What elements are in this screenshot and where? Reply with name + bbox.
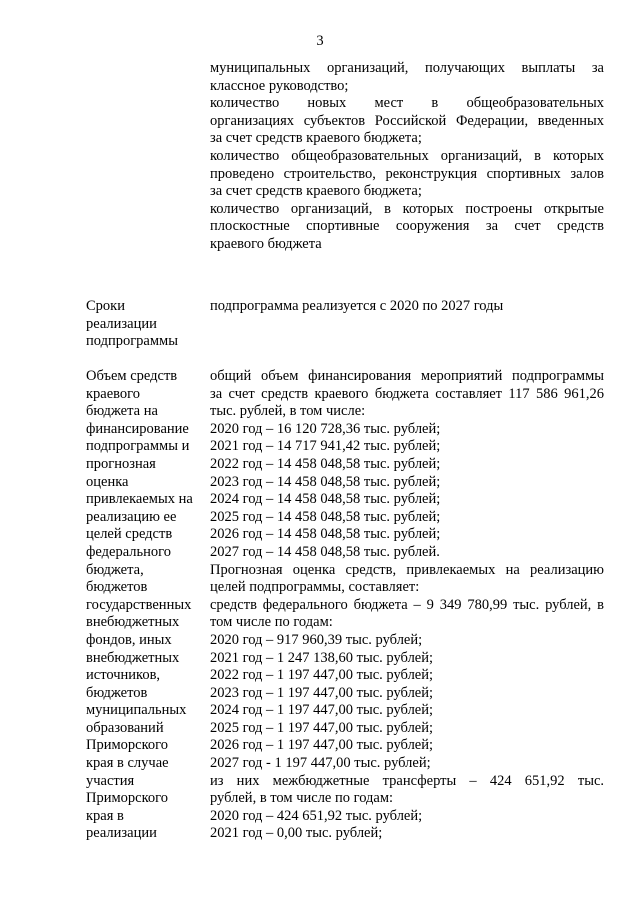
funding-label-line: бюджетов (86, 684, 148, 701)
funding-label-line: бюджетов (86, 579, 148, 596)
funding-value-line: 2024 год – 1 197 447,00 тыс. рублей; (210, 702, 434, 719)
funding-value-line: 2026 год – 1 197 447,00 тыс. рублей; (210, 737, 434, 754)
terms-label (86, 298, 202, 351)
intro-line: количество новых мест в общеобразовательных (210, 95, 604, 112)
funding-label-line: участия (86, 772, 135, 789)
funding-value-line: 2025 год – 1 197 447,00 тыс. рублей; (210, 719, 434, 736)
funding-label-line: муниципальных (86, 702, 187, 719)
intro-line: краевого бюджета (210, 235, 322, 252)
funding-label-line: прогнозная (86, 455, 156, 472)
intro-block (210, 60, 604, 254)
funding-value-line: тыс. рублей, в том числе: (210, 403, 366, 420)
intro-line: количество организаций, в которых построены открытые (210, 200, 604, 217)
funding-label-line: целей средств (86, 526, 173, 543)
funding-value-line: 2020 год – 917 960,39 тыс. рублей; (210, 631, 423, 648)
funding-value-line: том числе по годам: (210, 614, 333, 631)
funding-value (210, 368, 604, 843)
terms-label-line: Сроки (86, 298, 125, 314)
funding-label-line: краевого (86, 385, 140, 402)
funding-value-line: 2022 год – 14 458 048,58 тыс. рублей; (210, 455, 441, 472)
funding-label-line: Приморского (86, 790, 168, 807)
funding-value-line: из них межбюджетные трансферты – 424 651,92 тыс. (210, 772, 604, 789)
funding-label-line: оценка (86, 473, 129, 490)
funding-value-line: 2024 год – 14 458 048,58 тыс. рублей; (210, 491, 441, 508)
intro-line: за счет средств краевого бюджета; (210, 183, 422, 200)
funding-label-line: финансирование (86, 420, 189, 437)
funding-label-line: фондов, иных (86, 631, 172, 648)
funding-value-line: средств федерального бюджета – 9 349 780,99 тыс. рублей, в (210, 596, 604, 613)
funding-label-line: Приморского (86, 737, 168, 754)
funding-value-line: 2021 год – 1 247 138,60 тыс. рублей; (210, 649, 434, 666)
funding-label-line: внебюджетных (86, 614, 180, 631)
terms-value (210, 298, 604, 316)
terms-label-line: реализации (86, 315, 157, 332)
funding-value-line: 2021 год – 0,00 тыс. рублей; (210, 825, 383, 842)
funding-label-line: внебюджетных (86, 649, 180, 666)
funding-label-line: бюджета, (86, 561, 144, 578)
terms-value-text: подпрограмма реализуется с 2020 по 2027 годы (210, 298, 504, 314)
page-number: 3 (316, 33, 324, 49)
funding-label-line: привлекаемых на (86, 491, 193, 508)
funding-label-line: источников, (86, 667, 161, 684)
funding-label-line: края в случае (86, 755, 169, 772)
intro-line: плоскостные спортивные сооружения за счет средств (210, 218, 604, 235)
funding-value-line: 2020 год – 424 651,92 тыс. рублей; (210, 807, 423, 824)
funding-value-line: 2026 год – 14 458 048,58 тыс. рублей; (210, 526, 441, 543)
funding-value-line: общий объем финансирования мероприятий подпрограммы (210, 368, 604, 384)
funding-label-line: образований (86, 719, 164, 736)
funding-value-line: рублей, в том числе по годам: (210, 790, 394, 807)
funding-label-line: реализацию ее (86, 508, 177, 525)
funding-label-line: края в (86, 807, 124, 824)
intro-line: за счет средств краевого бюджета; (210, 130, 422, 147)
funding-value-line: целей подпрограммы, составляет: (210, 579, 420, 596)
intro-line: проведено строительство, реконструкция спортивных залов (210, 165, 604, 182)
intro-line: муниципальных организаций, получающих выплаты за (210, 60, 604, 76)
funding-label-line: подпрограммы и (86, 438, 190, 455)
funding-value-line: Прогнозная оценка средств, привлекаемых на реализацию (210, 561, 604, 578)
intro-line: количество общеобразовательных организаций, в которых (210, 147, 604, 164)
funding-value-line: 2021 год – 14 717 941,42 тыс. рублей; (210, 438, 441, 455)
funding-value-line: 2025 год – 14 458 048,58 тыс. рублей; (210, 508, 441, 525)
funding-label-line: государственных (86, 596, 192, 613)
funding-label-line: бюджета на (86, 403, 158, 420)
intro-line: классное руководство; (210, 77, 349, 94)
funding-value-line: 2027 год – 14 458 048,58 тыс. рублей. (210, 543, 440, 560)
intro-line: организациях субъектов Российской Федерации, введенных (210, 112, 604, 129)
funding-label (86, 368, 202, 843)
terms-label-line: подпрограммы (86, 333, 178, 350)
funding-value-line: 2020 год – 16 120 728,36 тыс. рублей; (210, 420, 441, 437)
funding-value-line: 2023 год – 1 197 447,00 тыс. рублей; (210, 684, 434, 701)
funding-value-line: за счет средств краевого бюджета составляет 117 586 961,26 (210, 385, 604, 402)
funding-label-line: федерального (86, 543, 171, 560)
funding-value-line: 2023 год – 14 458 048,58 тыс. рублей; (210, 473, 441, 490)
funding-value-line: 2027 год - 1 197 447,00 тыс. рублей; (210, 755, 431, 772)
funding-value-line: 2022 год – 1 197 447,00 тыс. рублей; (210, 667, 434, 684)
funding-label-line: Объем средств (86, 368, 178, 384)
funding-label-line: реализации (86, 825, 157, 842)
